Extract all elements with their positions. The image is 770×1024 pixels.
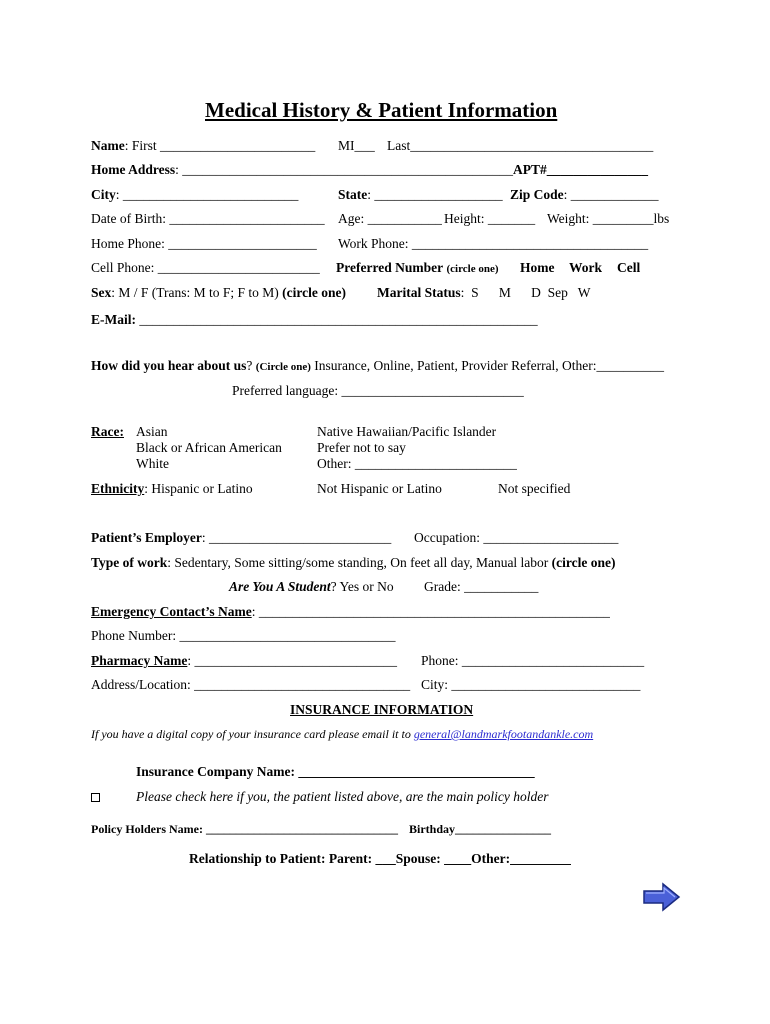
main-policy-holder-text: Please check here if you, the patient listed above, are the main policy holder — [136, 789, 549, 804]
race-option-asian[interactable]: Asian — [136, 424, 168, 439]
arrow-right-icon[interactable] — [641, 882, 681, 912]
ethnicity-label: Ethnicity — [91, 481, 145, 496]
page-title: Medical History & Patient Information — [205, 98, 558, 122]
email-field[interactable]: ___________________________________________________________ — [136, 312, 538, 327]
city-label: City — [91, 187, 116, 202]
hear-about-options[interactable]: Insurance, Online, Patient, Provider Referral, Other:__________ — [310, 358, 665, 373]
weight-field[interactable]: Weight: _________lbs — [547, 211, 670, 226]
race-option-white[interactable]: White — [136, 456, 169, 471]
middle-initial-field[interactable]: MI___ — [338, 138, 375, 153]
name-row — [91, 138, 315, 154]
birthday-field[interactable]: Birthday________________ — [409, 822, 552, 836]
zip-field[interactable]: : _____________ — [563, 187, 659, 202]
email-label: E-Mail: — [91, 312, 136, 327]
student-options[interactable]: ? Yes or No — [330, 579, 394, 594]
hear-about-question: How did you hear about us — [91, 358, 247, 373]
pharmacy-label: Pharmacy Name — [91, 653, 188, 668]
insurance-heading: INSURANCE INFORMATION — [290, 702, 474, 717]
preferred-number-label: Preferred Number — [336, 260, 444, 275]
address-location-field[interactable]: Address/Location: ________________________________ — [91, 677, 411, 692]
first-name-field[interactable]: : First _______________________ — [124, 138, 316, 153]
checkbox-icon[interactable] — [91, 793, 100, 802]
preferred-number-note: (circle one) — [446, 263, 499, 275]
state-row — [338, 187, 503, 203]
ethnicity-row — [91, 481, 253, 497]
zip-row — [510, 187, 659, 203]
student-question: Are You A Student — [229, 579, 331, 594]
sex-circle-note: (circle one) — [282, 285, 347, 300]
preferred-work-option[interactable]: Work — [569, 260, 603, 275]
preferred-cell-option[interactable]: Cell — [617, 260, 641, 275]
marital-options[interactable]: : S M D Sep W — [460, 285, 591, 300]
email-row — [91, 312, 538, 328]
preferred-home-option[interactable]: Home — [520, 260, 555, 275]
last-name-field[interactable]: Last____________________________________ — [387, 138, 654, 153]
insurance-email-link[interactable]: general@landmarkfootandankle.com — [413, 727, 594, 741]
preferred-language-field[interactable]: Preferred language: ___________________________ — [232, 383, 524, 398]
employer-label: Patient’s Employer — [91, 530, 202, 545]
race-label: Race: — [91, 424, 124, 439]
emergency-label: Emergency Contact’s Name — [91, 604, 252, 619]
race-option-native-hawaiian[interactable]: Native Hawaiian/Pacific Islander — [317, 424, 497, 439]
state-label: State — [338, 187, 368, 202]
pharmacy-city-field[interactable]: City: ____________________________ — [421, 677, 641, 692]
city-row — [91, 187, 298, 203]
ethnicity-option-hispanic[interactable]: : Hispanic or Latino — [144, 481, 253, 496]
age-field[interactable]: Age: ___________ — [338, 211, 442, 226]
home-address-row — [91, 162, 648, 178]
race-option-other[interactable]: Other: ________________________ — [317, 456, 517, 471]
phone-number-field[interactable]: Phone Number: ________________________________ — [91, 628, 396, 643]
name-label: Name — [91, 138, 125, 153]
pharmacy-row — [91, 653, 397, 669]
type-of-work-row — [91, 555, 616, 571]
occupation-field[interactable]: Occupation: ____________________ — [414, 530, 619, 545]
type-of-work-label: Type of work — [91, 555, 168, 570]
race-option-prefer-not[interactable]: Prefer not to say — [317, 440, 406, 455]
home-address-label: Home Address — [91, 162, 176, 177]
marital-label: Marital Status — [377, 285, 461, 300]
home-address-field[interactable]: : _________________________________________________ — [175, 162, 514, 177]
insurance-note: If you have a digital copy of your insurance card please email it to — [91, 727, 414, 741]
pharmacy-phone-field[interactable]: Phone: ___________________________ — [421, 653, 645, 668]
preferred-number-row — [336, 260, 499, 277]
employer-row — [91, 530, 391, 546]
type-of-work-circle-note: (circle one) — [551, 555, 616, 570]
city-field[interactable]: : __________________________ — [115, 187, 299, 202]
hear-about-circle-note: (Circle one) — [255, 361, 311, 373]
cell-phone-field[interactable]: Cell Phone: ________________________ — [91, 260, 320, 275]
dob-field[interactable]: Date of Birth: _______________________ — [91, 211, 325, 226]
marital-row — [377, 285, 591, 301]
relationship-field[interactable]: Relationship to Patient: Parent: ___Spouse: ____Other:_________ — [189, 851, 571, 866]
ethnicity-option-not-specified[interactable]: Not specified — [498, 481, 571, 496]
state-field[interactable]: : ___________________ — [367, 187, 503, 202]
grade-field[interactable]: Grade: ___________ — [424, 579, 539, 594]
race-option-black[interactable]: Black or African American — [136, 440, 282, 455]
insurance-company-field[interactable]: Insurance Company Name: ___________________________________ — [136, 764, 535, 779]
height-field[interactable]: Height: _______ — [444, 211, 536, 226]
sex-options[interactable]: : M / F (Trans: M to F; F to M) — [111, 285, 279, 300]
hear-about-row: How did you hear about us? (Circle one) Insurance, Online, Patient, Provider Referral, Other:__________ — [91, 358, 665, 373]
student-row — [229, 579, 394, 595]
zip-label: Zip Code — [510, 187, 564, 202]
ethnicity-option-not-hispanic[interactable]: Not Hispanic or Latino — [317, 481, 442, 496]
insurance-note-row — [91, 726, 593, 742]
apt-field[interactable]: APT#_______________ — [513, 162, 649, 177]
work-phone-field[interactable]: Work Phone: ___________________________________ — [338, 236, 649, 251]
sex-row — [91, 285, 346, 301]
policy-holder-name-field[interactable]: Policy Holders Name: ________________________________ — [91, 822, 398, 836]
sex-label: Sex — [91, 285, 112, 300]
home-phone-field[interactable]: Home Phone: ______________________ — [91, 236, 317, 251]
pharmacy-field[interactable]: : ______________________________ — [187, 653, 397, 668]
type-of-work-options[interactable]: : Sedentary, Some sitting/some standing, On feet all day, Manual labor — [167, 555, 552, 570]
emergency-field[interactable]: : ____________________________________________________ — [251, 604, 610, 619]
emergency-row — [91, 604, 610, 620]
employer-field[interactable]: : ___________________________ — [201, 530, 392, 545]
